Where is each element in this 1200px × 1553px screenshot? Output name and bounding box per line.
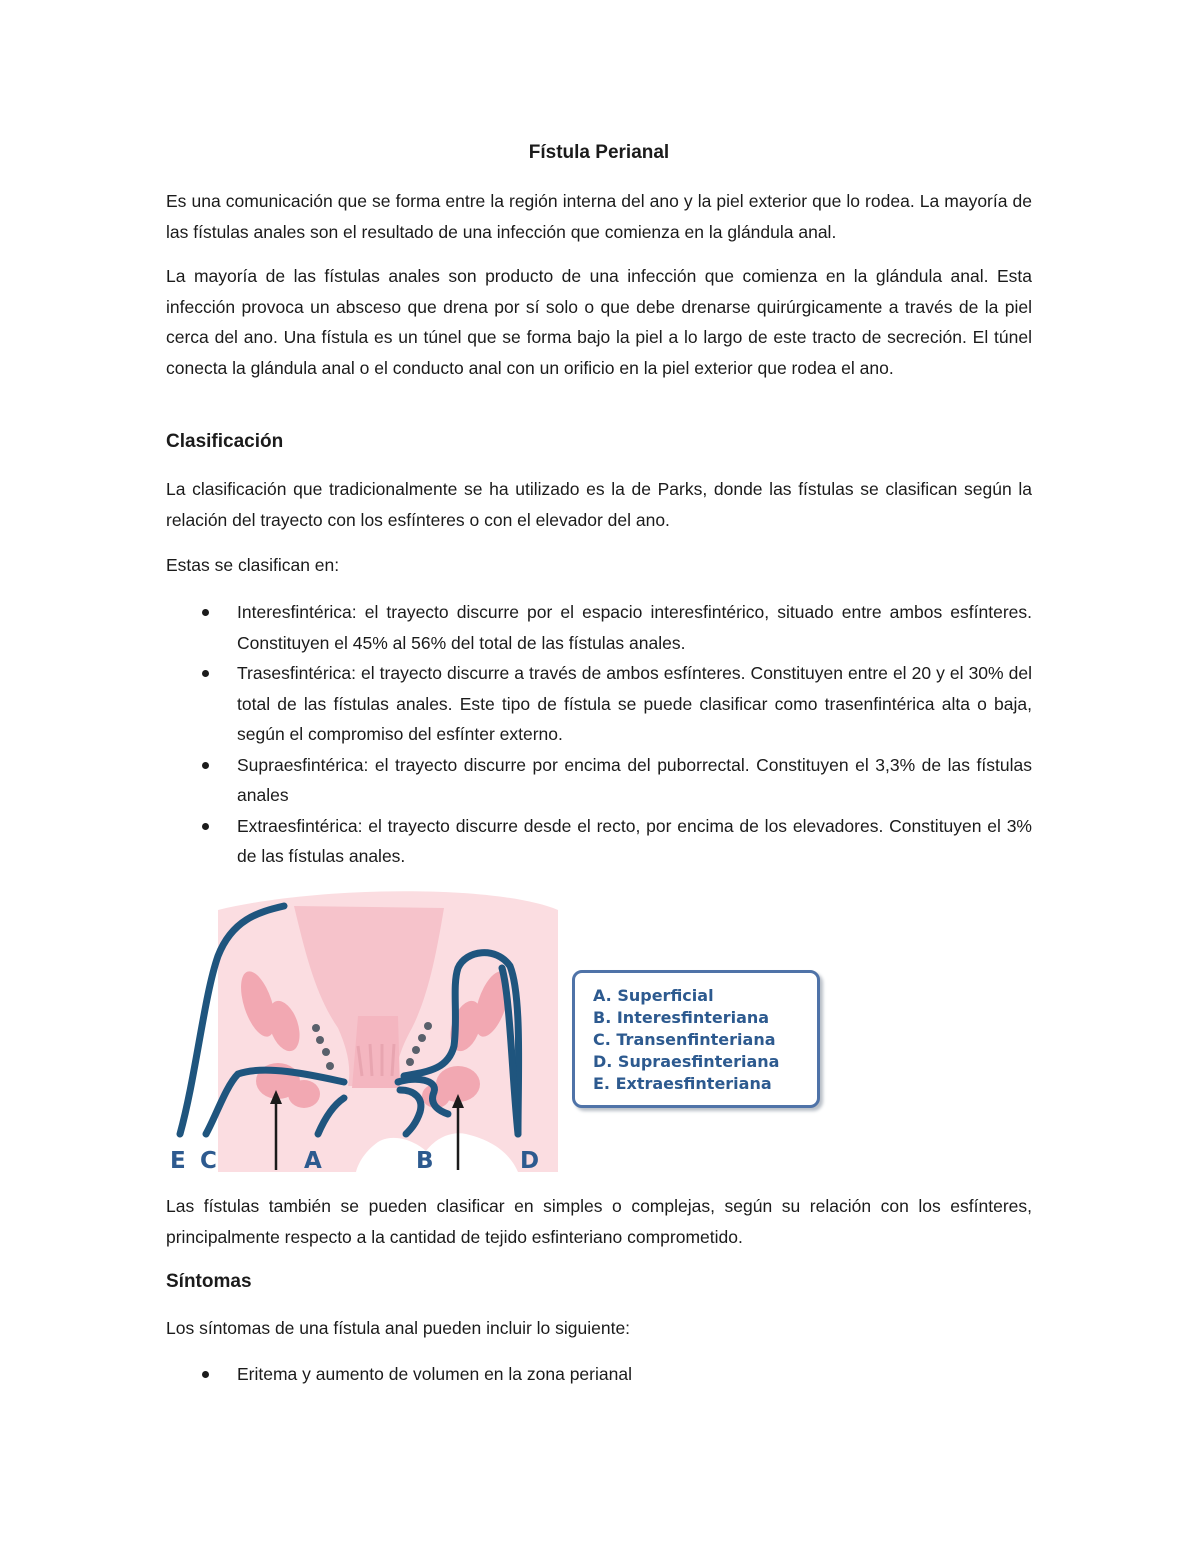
legend-item: C. Transenfinteriana <box>593 1030 776 1049</box>
list-item-text: Supraesfintérica: el trayecto discurre por encima del puborrectal. Constituyen el 3,3% de las fístulas anales <box>237 754 1032 805</box>
list-item-text: Interesfintérica: el trayecto discurre por el espacio interesfintérico, situado entre ambos esfínteres. Constituyen el 45% al 56% del total de las fístulas anales. <box>237 602 1032 653</box>
list-item <box>166 597 1032 658</box>
clasificacion-lead: Estas se clasifican en: <box>166 555 340 575</box>
heading-clasificacion: Clasificación <box>166 431 284 452</box>
document-title: Fístula Perianal <box>528 142 670 163</box>
bullet-icon <box>202 762 209 769</box>
figure-label-a: A <box>304 1148 322 1174</box>
clasificacion-list <box>166 597 1032 872</box>
figure-label-b: B <box>416 1148 434 1174</box>
clasificacion-paragraph: La clasificación que tradicionalmente se ha utilizado es la de Parks, donde las fístulas se clasifican según la relación del trayecto con los esfínteres o con el elevador del ano. <box>166 479 1032 530</box>
legend-item: B. Interesfinteriana <box>593 1008 770 1027</box>
simple-complex-paragraph: Las fístulas también se pueden clasificar en simples o complejas, según su relación con los esfínteres, principalmente respecto a la cantidad de tejido esfinteriano comprometido. <box>166 1196 1032 1247</box>
intro-paragraph-2: La mayoría de las fístulas anales son producto de una infección que comienza en la glándula anal. Esta infección provoca un absceso que drena por sí solo o que debe drenarse quirúrgicamente a través de la piel cerca del ano. Una fístula es un túnel que se forma bajo la piel a lo largo de este tracto de secreción. El túnel conecta la glándula anal o el conducto anal con un orificio en la piel exterior que rodea el ano. <box>166 266 1032 378</box>
figure-label-e: E <box>170 1148 186 1174</box>
sintomas-list <box>166 1359 1032 1390</box>
list-item-text: Extraesfintérica: el trayecto discurre desde el recto, por encima de los elevadores. Constituyen el 3% de las fístulas anales. <box>237 815 1032 866</box>
figure-legend <box>572 970 820 1108</box>
figure-label-d: D <box>520 1148 540 1174</box>
sintomas-lead: Los síntomas de una fístula anal pueden incluir lo siguiente: <box>166 1318 631 1338</box>
list-item <box>166 658 1032 750</box>
bullet-icon <box>202 670 209 677</box>
list-item <box>166 1359 1032 1390</box>
list-item-text: Eritema y aumento de volumen en la zona perianal <box>237 1364 632 1384</box>
list-item <box>166 750 1032 811</box>
legend-item: D. Supraesfinteriana <box>593 1052 780 1071</box>
bullet-icon <box>202 1371 209 1378</box>
bullet-icon <box>202 823 209 830</box>
list-item <box>166 811 1032 872</box>
legend-item: E. Extraesfinteriana <box>593 1074 772 1093</box>
intro-paragraph-1: Es una comunicación que se forma entre la región interna del ano y la piel exterior que lo rodea. La mayoría de las fístulas anales son el resultado de una infección que comienza en la glándula anal. <box>166 191 1032 242</box>
legend-item: A. Superficial <box>593 986 714 1005</box>
figure-label-c: C <box>200 1148 217 1174</box>
heading-sintomas: Síntomas <box>166 1271 252 1292</box>
bullet-icon <box>202 609 209 616</box>
list-item-text: Trasesfintérica: el trayecto discurre a través de ambos esfínteres. Constituyen entre el 20 y el 30% del total de las fístulas anales. Este tipo de fístula se puede clasificar como trasenfintérica alta o baja, según el compromiso del esfínter externo. <box>237 663 1032 744</box>
